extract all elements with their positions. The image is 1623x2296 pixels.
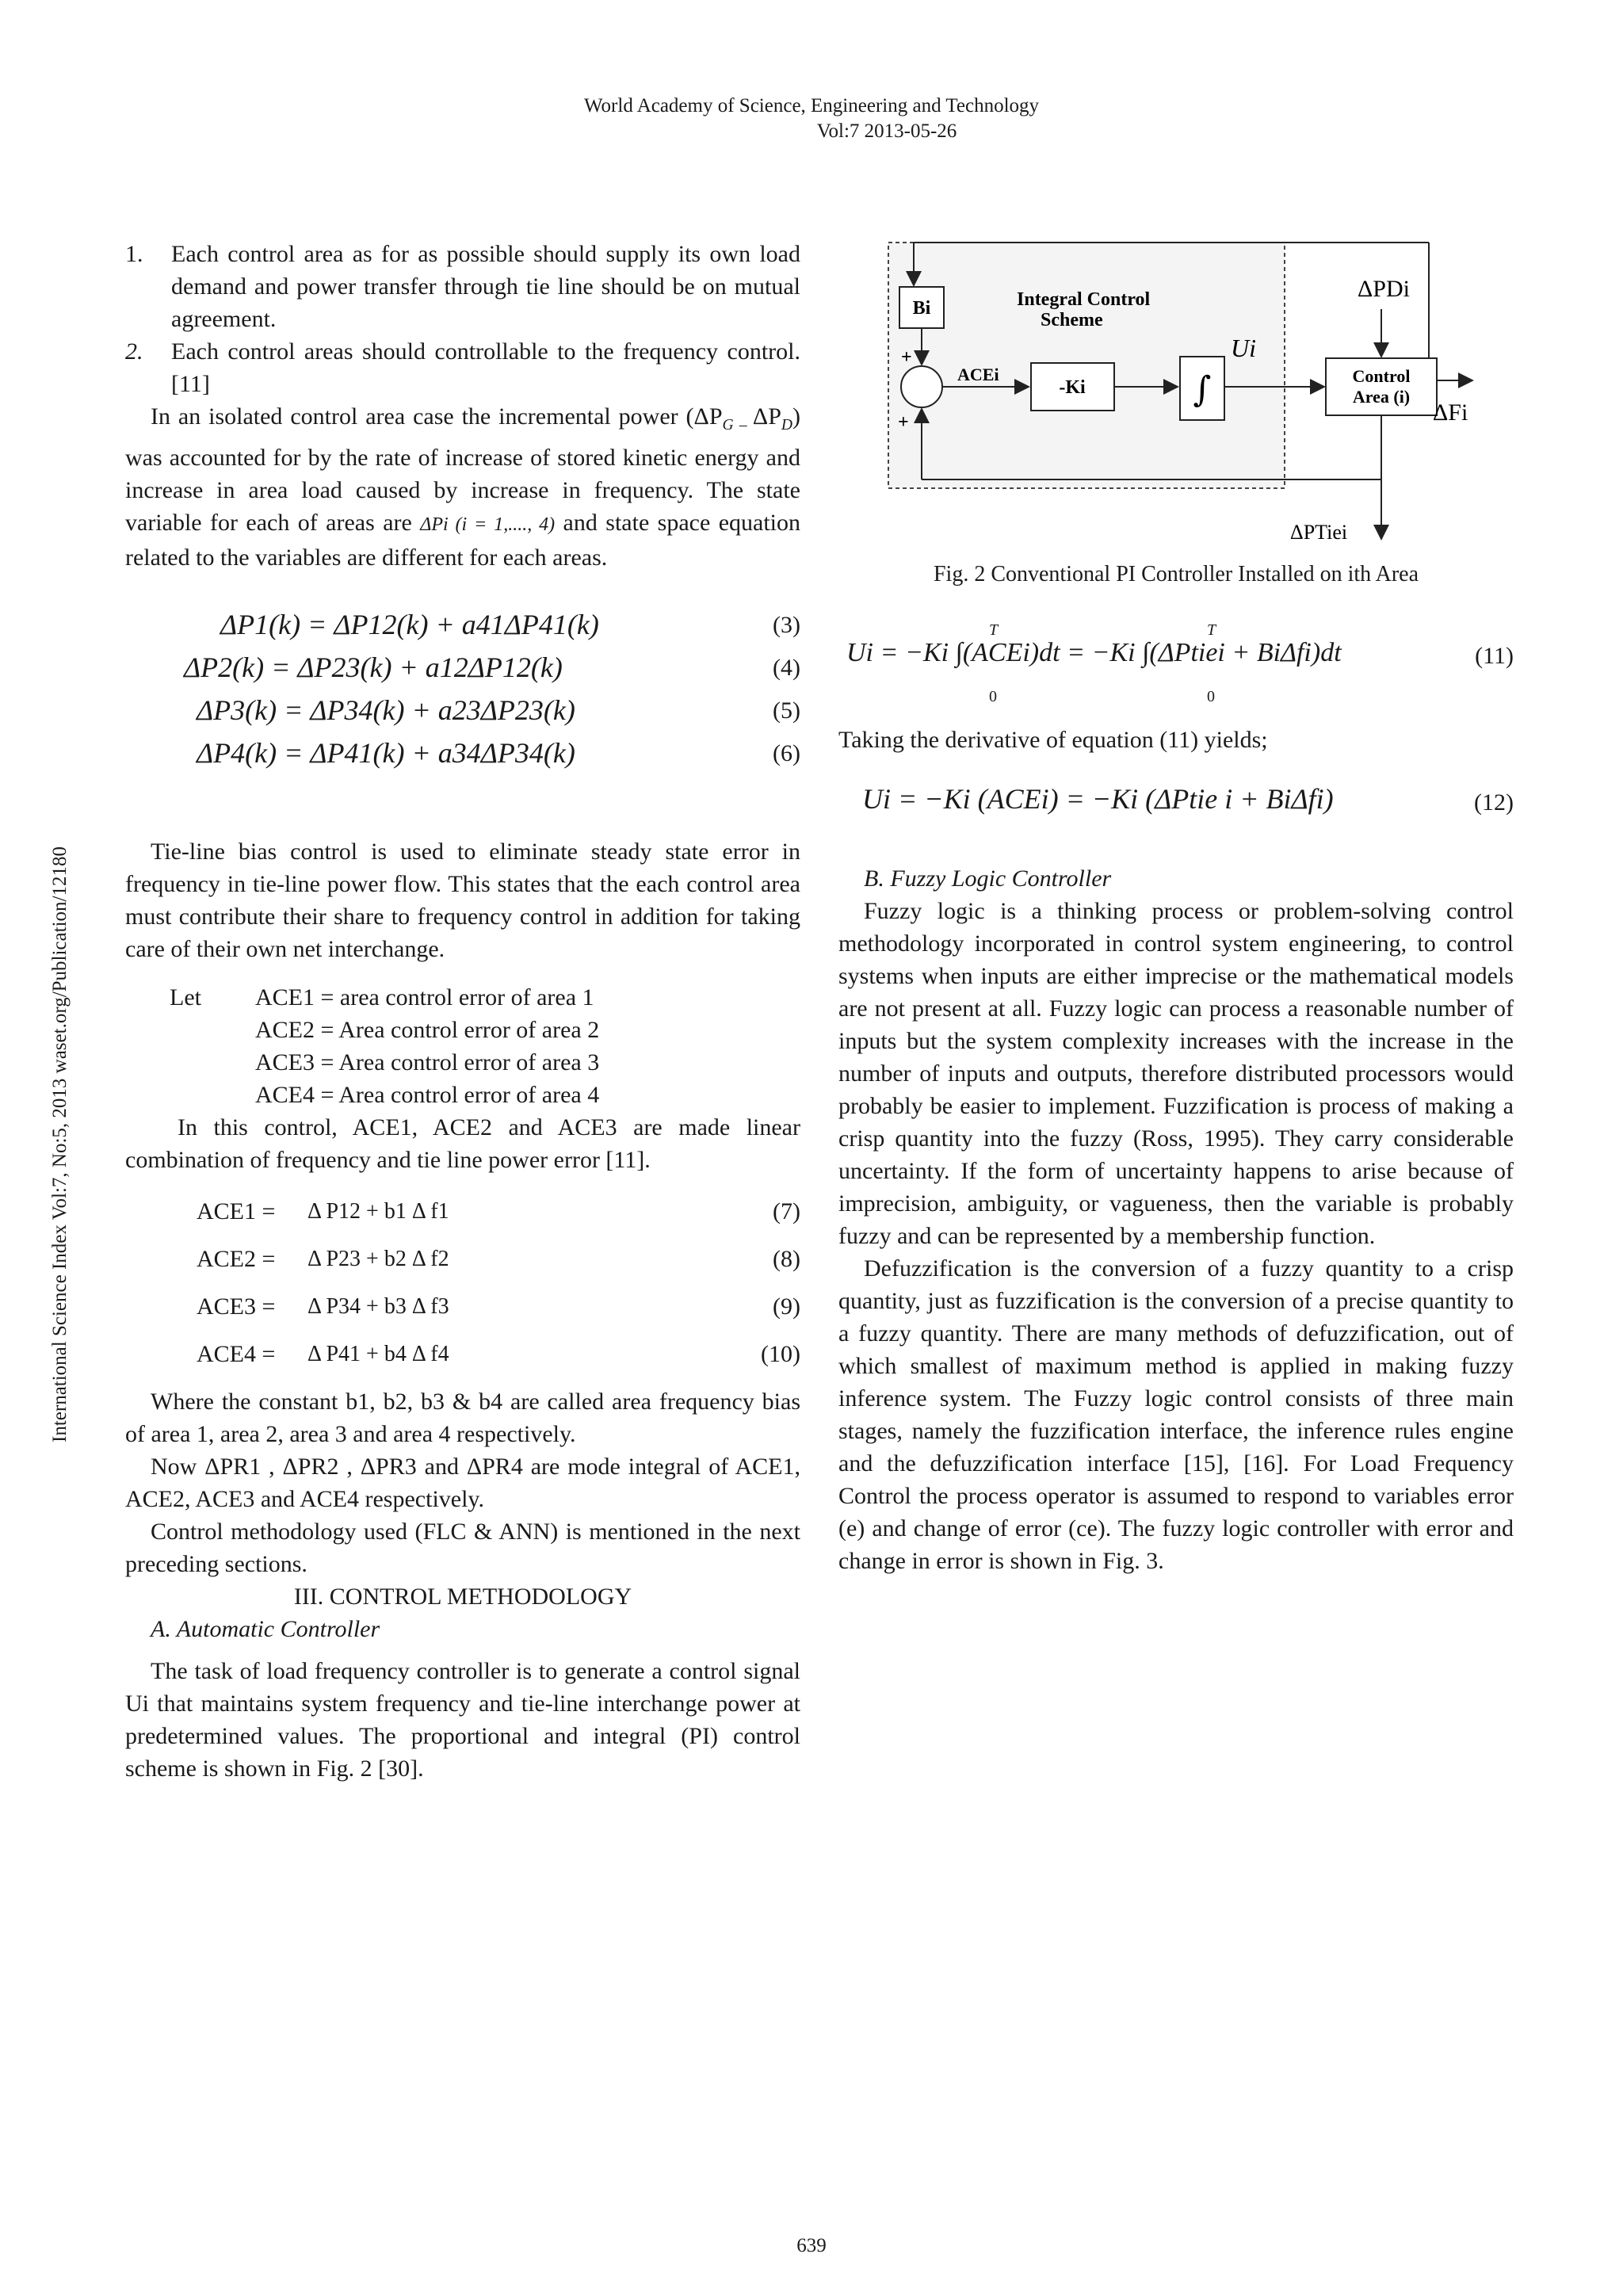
paragraph: In this control, ACE1, ACE2 and ACE3 are made linear combination of frequency and tie line power error [11]. [125, 1114, 800, 1173]
equation-11: T T Ui = −Ki ∫(ACEi)dt = −Ki ∫(ΔPtiei + BiΔfi)dt 0 0 (11) [846, 621, 1514, 705]
bi-label: Bi [912, 298, 931, 319]
list-item: 1. Each control area as for as possible should supply its own load demand and power transfer through tie line should be on mutual agreement. [125, 241, 800, 332]
svg-text:+: + [901, 347, 912, 368]
paragraph: Control methodology used (FLC & ANN) is mentioned in the next preceding sections. [125, 1519, 800, 1577]
ui-label: Ui [1231, 334, 1256, 362]
svg-text:+: + [898, 412, 909, 433]
journal-name: World Academy of Science, Engineering and Technology [583, 95, 1040, 117]
page-number: 639 [796, 2235, 827, 2256]
control-area-label: Control Area (i) [1352, 366, 1411, 407]
subsection-heading: B. Fuzzy Logic Controller [864, 865, 1112, 892]
equation-4: ΔP2(k) = ΔP23(k) + a12ΔP12(k) (4) [184, 651, 800, 683]
paragraph: Fuzzy logic is a thinking process or problem-solving control methodology incorporated in control system engineering, to control systems when inputs are either imprecise or the mathematical models are not present at all. Fuzzy logic can process a reasonable number of inputs but the system complexity increases with the increase in the number of inputs and outputs, therefore distributed processors would probably be easier to implement. Fuzzification is process of making a crisp quantity into the fuzzy (Ross, 1995). They carry considerable uncertainty. If the form of uncertainty happens to arise because of imprecision, ambiguity, or vagueness, then the variable is probably fuzzy and can be represented by a membership function. [838, 898, 1514, 1249]
section-heading: III. CONTROL METHODOLOGY [293, 1584, 632, 1610]
volume-date: Vol:7 2013-05-26 [816, 120, 957, 142]
paragraph: Tie-line bias control is used to eliminate steady state error in frequency in tie-line power flow. This states that the each control area must contribute their share to frequency control in addition for taking care of their own net interchange. [125, 839, 800, 962]
side-index-note: International Science Index Vol:7, No:5, 2013 waset.org/Publication/12180 [49, 846, 71, 1442]
pi-controller-diagram [882, 238, 1484, 547]
equation-9: ACE3 = Δ P34 + b3 Δ f3 (9) [197, 1293, 800, 1320]
equation-8: ACE2 = Δ P23 + b2 Δ f2 (8) [197, 1246, 800, 1272]
dptie-label: ΔPTiei [1290, 521, 1348, 544]
df-label: ΔFi [1433, 399, 1468, 426]
equation-10: ACE4 = Δ P41 + b4 Δ f4 (10) [197, 1341, 800, 1367]
equation-6: ΔP4(k) = ΔP41(k) + a34ΔP34(k) (6) [197, 737, 800, 769]
right-column [838, 238, 1514, 1577]
subsection-heading: A. Automatic Controller [151, 1616, 380, 1642]
paragraph: The task of load frequency controller is to generate a control signal Ui that maintains system frequency and tie-line interchange power at predetermined values. The proportional and integral (PI) control scheme is shown in Fig. 2 [30]. [125, 1658, 800, 1782]
ace-label: ACEi [957, 365, 999, 384]
ace-definitions: Let ACE1 = area control error of area 1 ACE2 = Area control error of area 2 ACE3 = Area control error of area 3 ACE4 = Area control error of area 4 [170, 984, 600, 1108]
paragraph: Where the constant b1, b2, b3 & b4 are called area frequency bias of area 1, area 2, area 3 and area 4 respectively. [125, 1389, 800, 1447]
paragraph: Now ΔPR1 , ΔPR2 , ΔPR3 and ΔPR4 are mode integral of ACE1, ACE2, ACE3 and ACE4 respectively. [125, 1454, 800, 1512]
summing-junction [901, 366, 942, 407]
ki-label: -Ki [1059, 377, 1086, 398]
figure-caption: Fig. 2 Conventional PI Controller Installed on ith Area [933, 562, 1419, 586]
equation-5: ΔP3(k) = ΔP34(k) + a23ΔP23(k) (5) [197, 694, 800, 726]
paragraph: Taking the derivative of equation (11) yields; [838, 727, 1268, 753]
dpd-label: ΔPDi [1358, 276, 1410, 302]
paragraph: Defuzzification is the conversion of a fuzzy quantity to a crisp quantity, just as fuzzification is the conversion of a precise quantity to a fuzzy quantity. There are many methods of defuzzification, out of which smallest of maximum method is applied in making fuzzy inference system. The Fuzzy logic control consists of three main stages, namely the fuzzification interface, the inference rules engine and the defuzzification interface [15], [16]. For Load Frequency Control the process operator is assumed to respond to variables error (e) and change of error (ce). The fuzzy logic controller with error and change in error is shown in Fig. 3. [838, 1255, 1514, 1574]
left-column [125, 238, 800, 1785]
paragraph: In an isolated control area case the incremental power ($\Delta P_{G -}$ $\Delta P_D$) was accounted for by the rate of increase of stored kinetic energy and increase in area load caused by increase in frequency. The state variable for each of areas are ΔPi (i = 1,...., 4) and state space equation related to the variables are different for each areas. [125, 403, 800, 571]
equation-3: ΔP1(k) = ΔP12(k) + a41ΔP41(k) (3) [220, 609, 800, 640]
equation-7: ACE1 = Δ P12 + b1 Δ f1 (7) [197, 1198, 800, 1224]
equation-12: Ui = −Ki (ACEi) = −Ki (ΔPtie i + BiΔfi) (12) [862, 783, 1514, 816]
integral-symbol: ∫ [1193, 369, 1212, 410]
scheme-label: Integral Control Scheme [1017, 289, 1151, 330]
list-item: 2. Each control areas should controllable to the frequency control. [11] [125, 338, 800, 397]
